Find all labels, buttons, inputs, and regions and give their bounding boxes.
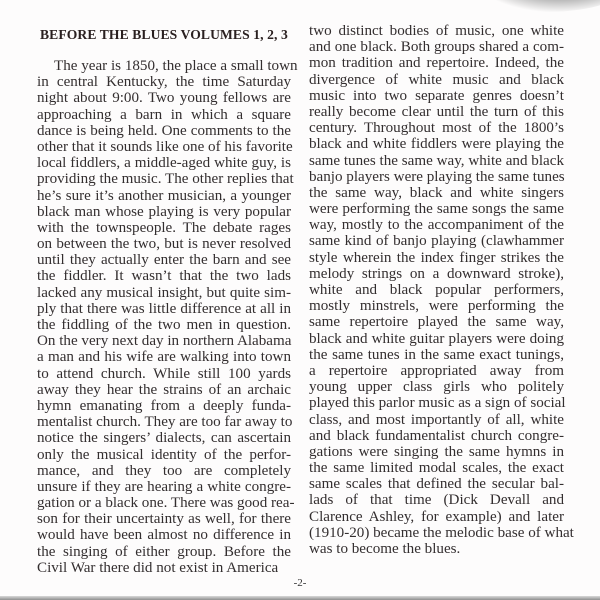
text-line: in central Kentucky, the time Saturday bbox=[37, 74, 291, 91]
text-line: same kind of banjo playing (clawhammer bbox=[309, 233, 564, 250]
text-line: the fiddling of the two men in question. bbox=[37, 317, 291, 333]
text-line: away they hear the strains of an archaic bbox=[37, 381, 291, 398]
text-line: hymn emanating from a deeply funda- bbox=[37, 397, 291, 414]
text-line: would have been almost no difference in bbox=[37, 527, 291, 544]
text-line: providing the music. The other replies that bbox=[37, 171, 294, 188]
text-line: (1910-20) became the melodic base of what bbox=[309, 524, 574, 541]
text-line: until they actually enter the barn and see bbox=[37, 252, 291, 269]
text-line: to attend church. While still 100 yards bbox=[37, 365, 291, 382]
text-line: lads of that time (Dick Devall and bbox=[309, 492, 564, 509]
text-line: on between the two, but is never resolved bbox=[37, 236, 291, 253]
text-line: notice the singers’ dialects, can ascertain bbox=[37, 430, 291, 447]
text-line: music into two separate genres doesn’t bbox=[309, 87, 564, 104]
text-line: white and black popular performers, bbox=[309, 282, 564, 298]
text-line: only the musical identity of the perfor- bbox=[37, 446, 291, 463]
text-line: same tunes the same way, white and black bbox=[309, 152, 564, 169]
text-line: mance, and they too are completely bbox=[37, 462, 291, 479]
text-line: other that it sounds like one of his favorite bbox=[37, 138, 293, 155]
text-line: divergence of white music and black bbox=[309, 71, 564, 88]
text-line: and black fundamentalist church congre- bbox=[309, 427, 564, 444]
text-line: gation or a black one. There was good rea- bbox=[37, 495, 295, 512]
text-line: a repertoire appropriated away from bbox=[309, 362, 564, 379]
text-line: same repertoire played the same way, bbox=[309, 314, 564, 331]
text-line: Civil War there did not exist in America bbox=[37, 559, 279, 576]
text-line: he’s sure it’s another musician, a younger bbox=[37, 187, 291, 204]
text-line: was to become the blues. bbox=[309, 541, 461, 557]
text-line: the same way, black and white singers bbox=[309, 184, 564, 201]
text-line: Clarence Ashley, for example) and later bbox=[309, 508, 564, 525]
text-line: and one black. Both groups shared a com- bbox=[309, 39, 564, 56]
text-line: style wherein the index finger strikes the bbox=[309, 249, 564, 266]
text-line: were performing the same songs the same bbox=[309, 201, 564, 218]
text-line: gations were singing the same hymns in bbox=[309, 443, 564, 460]
scan-edge-bar bbox=[0, 596, 600, 600]
right-column bbox=[309, 23, 574, 557]
text-line: black and white fiddlers were playing the bbox=[309, 136, 564, 153]
text-line: mon tradition and repertoire. Indeed, the bbox=[309, 55, 564, 72]
text-line: the singing of either group. Before the bbox=[37, 543, 291, 560]
text-line: local fiddlers, a middle-aged white guy, is bbox=[37, 155, 291, 172]
text-line: a man and his wife are walking into town bbox=[37, 349, 291, 366]
text-line: two distinct bodies of music, one white bbox=[309, 23, 564, 39]
text-line: ply that there was little difference at all in bbox=[37, 300, 291, 317]
text-line: young upper class girls who politely bbox=[309, 379, 564, 396]
text-line: played this parlor music as a sign of social bbox=[309, 395, 566, 412]
text-line: class, and most importantly of all, white bbox=[309, 411, 564, 428]
text-line: lacked any musical insight, but quite sim- bbox=[37, 284, 291, 301]
text-line: the same tunes in the same exact tunings, bbox=[309, 346, 564, 363]
text-line: night about 9:00. Two young fellows are bbox=[37, 90, 291, 107]
text-line: the fiddler. It wasn’t that the two lads bbox=[37, 268, 291, 285]
text-line: the same limited modal scales, the exact bbox=[309, 460, 564, 477]
text-line: The year is 1850, the place a small town bbox=[54, 58, 298, 74]
text-line: mentalist church. They are too far away to bbox=[37, 414, 293, 431]
text-line: black and white guitar players were doing bbox=[309, 330, 564, 347]
page-curl-shadow bbox=[470, 0, 600, 12]
left-column bbox=[37, 58, 298, 576]
text-line: dance is being held. One comments to the bbox=[37, 122, 291, 139]
text-line: son for their uncertainty as well, for there bbox=[37, 511, 291, 528]
text-line: approaching a barn in which a square bbox=[37, 106, 291, 123]
text-line: banjo players were playing the same tunes bbox=[309, 168, 565, 185]
text-line: black man whose playing is very popular bbox=[37, 203, 291, 220]
text-line: On the very next day in northern Alabama bbox=[37, 333, 292, 350]
text-line: melody strings on a downward stroke), bbox=[309, 265, 564, 282]
text-line: way, mostly to the accompaniment of the bbox=[309, 217, 564, 234]
text-line: with the townspeople. The debate rages bbox=[37, 219, 291, 236]
page-number: -2- bbox=[293, 577, 307, 589]
text-line: century. Throughout most of the 1800’s bbox=[309, 120, 564, 137]
text-line: really become clear until the turn of this bbox=[309, 103, 564, 120]
page-title: BEFORE THE BLUES VOLUMES 1, 2, 3 bbox=[40, 27, 288, 42]
text-line: same scales that defined the secular bal- bbox=[309, 476, 564, 493]
text-line: unsure if they are hearing a white congre- bbox=[37, 478, 291, 495]
text-line: mostly minstrels, were performing the bbox=[309, 298, 564, 315]
